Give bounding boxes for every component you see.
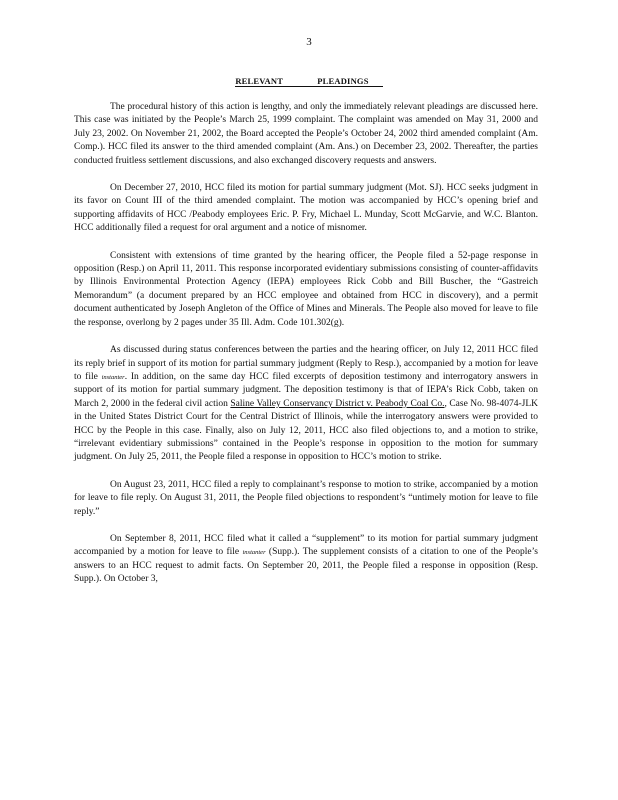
paragraph-procedural-history: The procedural history of this action is lengthy, and only the immediately relevant pleadings are discussed here. This case was initiated by the People’s March 25, 1999 complaint. The complaint was amended on May 31, 2000 and July 23, 2002. On November 21, 2002, the Board accepted the People’s October 24, 2002 third amended complaint (Am. Comp.). HCC filed its answer to the third amended complaint (Am. Ans.) on December 23, 2002. Thereafter, the parties conducted fruitless settlement discussions, and also exchanged discovery requests and answers.: [74, 102, 538, 166]
paragraph-supplement-text-1: On September 8, 2011, HCC filed what it called a “supplement” to its motion for partial summary judgment accompanied by a motion for leave to file: [74, 533, 538, 558]
paragraph-supplement-text-2: (Supp.). The supplement consists of a citation to one of the People’s answers to an HCC request to admit facts. On September 20, 2011, the People filed a response in opposition (Resp. Supp.). On October 3,: [74, 547, 538, 585]
paragraph-reply-text-2: . In addition, on the same day HCC filed excerpts of deposition testimony and interrogatory answers in support of its motion for partial summary judgment. The deposition testimony is that of IEPA’s Rick Cobb, taken on March 2, 2000 in the federal civil action: [74, 371, 538, 409]
paragraph-reply-text-3: , Case No. 98-4074-JLK in the United States District Court for the Central District of Illinois, while the interrogatory answers were provided to HCC by the People in this case. Finally, also on July 12, 2011, HCC also filed objections to, and a motion to strike, “irrelevant evidentiary submissions” contained in the People’s response in opposition to the motion for summary judgment. On July 25, 2011, the People filed a response in opposition to HCC’s motion to strike.: [74, 398, 538, 463]
paragraph-reply-brief: [74, 344, 538, 465]
paragraph-motion-summary-judgment: On December 27, 2010, HCC filed its motion for partial summary judgment (Mot. SJ). HCC seeks judgment in its favor on Count III of the third amended complaint. The motion was accompanied by HCC’s opening brief and supporting affidavits of HCC /Peabody employees Eric. P. Fry, Michael L. Munday, Scott McGarvie, and W.C. Blanton. HCC additionally filed a request for oral argument and a notice of misnomer.: [74, 183, 538, 234]
instanter-term: instanter: [242, 549, 266, 557]
section-heading-text: RELEVANT PLEADINGS: [235, 76, 382, 87]
paragraph-reply-to-response: On August 23, 2011, HCC filed a reply to complainant’s response to motion to strike, accompanied by a motion for leave to file reply. On August 31, 2011, the People filed objections to respondent’s “untimely motion for leave to file reply.”: [74, 479, 538, 517]
paragraph-reply-text-1: As discussed during status conferences between the parties and the hearing officer, on July 12, 2011 HCC filed its reply brief in support of its motion for partial summary judgment (Reply to Resp.), accompanied by a motion for leave to file: [74, 345, 538, 382]
case-citation: Saline Valley Conservancy District v. Peabody Coal Co.: [230, 398, 445, 409]
page-number: 3: [306, 36, 312, 48]
paragraph-people-response: Consistent with extensions of time granted by the hearing officer, the People filed a 52-page response in opposition (Resp.) on April 11, 2011. This response incorporated evidentiary submissions consisting of counter-affidavits by Illinois Environmental Protection Agency (IEPA) employees Rick Cobb and Bill Buscher, the “Gastreich Memorandum” (a document prepared by an HCC employee and obtained from HCC in discovery), and a permit document authenticated by Joseph Angleton of the Office of Mines and Minerals. The People also moved for leave to file the response, overlong by 2 pages under 35 Ill. Adm. Code 101.302(g).: [74, 250, 538, 328]
section-heading: [0, 76, 618, 86]
document-body: [74, 101, 538, 601]
paragraph-supplement: [74, 533, 538, 587]
instanter-term: instanter: [101, 373, 125, 381]
